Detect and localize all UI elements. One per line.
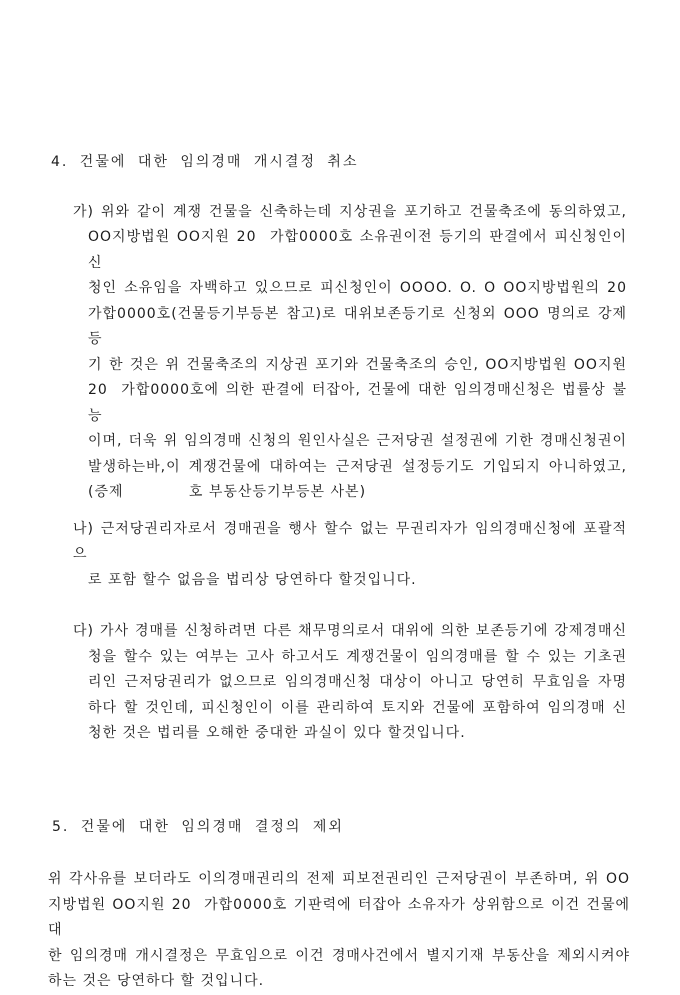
document-line: 로 포함 할수 없음을 법리상 당연하다 할것입니다.	[88, 571, 417, 588]
document-line: 가합0000호(건물등기부등본 참고)로 대위보존등기로 신청외 OOO 명의로 강제등	[88, 305, 627, 347]
document-line: 나) 근저당권리자로서 경매권을 행사 할수 없는 무권리자가 임의경매신청에 포괄적으	[73, 520, 627, 562]
document-line: 다) 가사 경매를 신청하려면 다른 채무명의로서 대위에 의한 보존등기에 강제경매신	[73, 623, 627, 639]
document-line: 하다 할 것인데, 피신청인이 이를 관리하여 토지와 건물에 포함하여 임의경매 신	[88, 699, 627, 716]
section-5-heading: 5. 건물에 대한 임의경매 결정의 제외	[52, 818, 344, 835]
document-line: 청을 할수 있는 여부는 고사 하고서도 계쟁건물이 임의경매를 할 수 있는 기초권	[88, 648, 627, 665]
document-line: (증제 호 부동산등기부등본 사본)	[88, 484, 367, 500]
clause-na	[0, 517, 680, 594]
document-line: 리인 근저당권리가 없으므로 임의경매신청 대상이 아니고 당연히 무효임을 자명	[88, 674, 627, 690]
clause-ga	[0, 200, 680, 506]
document-line: 20 가합0000호에 의한 판결에 터잡아, 건물에 대한 임의경매신청은 법률상 불능	[88, 382, 627, 424]
document-line: 하는 것은 당연하다 할 것입니다.	[48, 973, 265, 989]
document-line: 가) 위와 같이 계쟁 건물을 신축하는데 지상권을 포기하고 건물축조에 동의하였고,	[73, 203, 627, 220]
document-line: 이며, 더욱 위 임의경매 신청의 원인사실은 근저당권 설정권에 기한 경매신청권이	[88, 433, 627, 449]
section-4-heading: 4. 건물에 대한 임의경매 개시결정 취소	[51, 154, 359, 170]
document-line: 발생하는바,이 계쟁건물에 대하여는 근저당권 설정등기도 기입되지 아니하였고,	[88, 458, 627, 475]
document-line: OO지방법원 OO지원 20 가합0000호 소유권이전 등기의 판결에서 피신청인이 신	[88, 229, 627, 271]
document-line: 한 임의경매 개시결정은 무효임으로 이건 경매사건에서 별지기재 부동산을 제외시켜야	[48, 947, 630, 964]
document-line: 지방법원 OO지원 20 가합0000호 기판력에 터잡아 소유자가 상위함으로 이건 건물에 대	[48, 896, 630, 938]
clause-da	[0, 619, 680, 747]
document-line: 청인 소유임을 자백하고 있으므로 피신청인이 OOOO. O. O OO지방법원의 20	[88, 280, 627, 296]
document-line: 청한 것은 법리를 오해한 중대한 과실이 있다 할것입니다.	[88, 725, 466, 741]
document-line: 기 한 것은 위 건물축조의 지상권 포기와 건물축조의 승인, OO지방법원 OO지원	[88, 356, 627, 373]
document-line: 위 각사유를 보더라도 이의경매권리의 전제 피보전권리인 근저당권이 부존하며, 위 OO	[48, 871, 630, 887]
section-5-body	[0, 867, 680, 995]
